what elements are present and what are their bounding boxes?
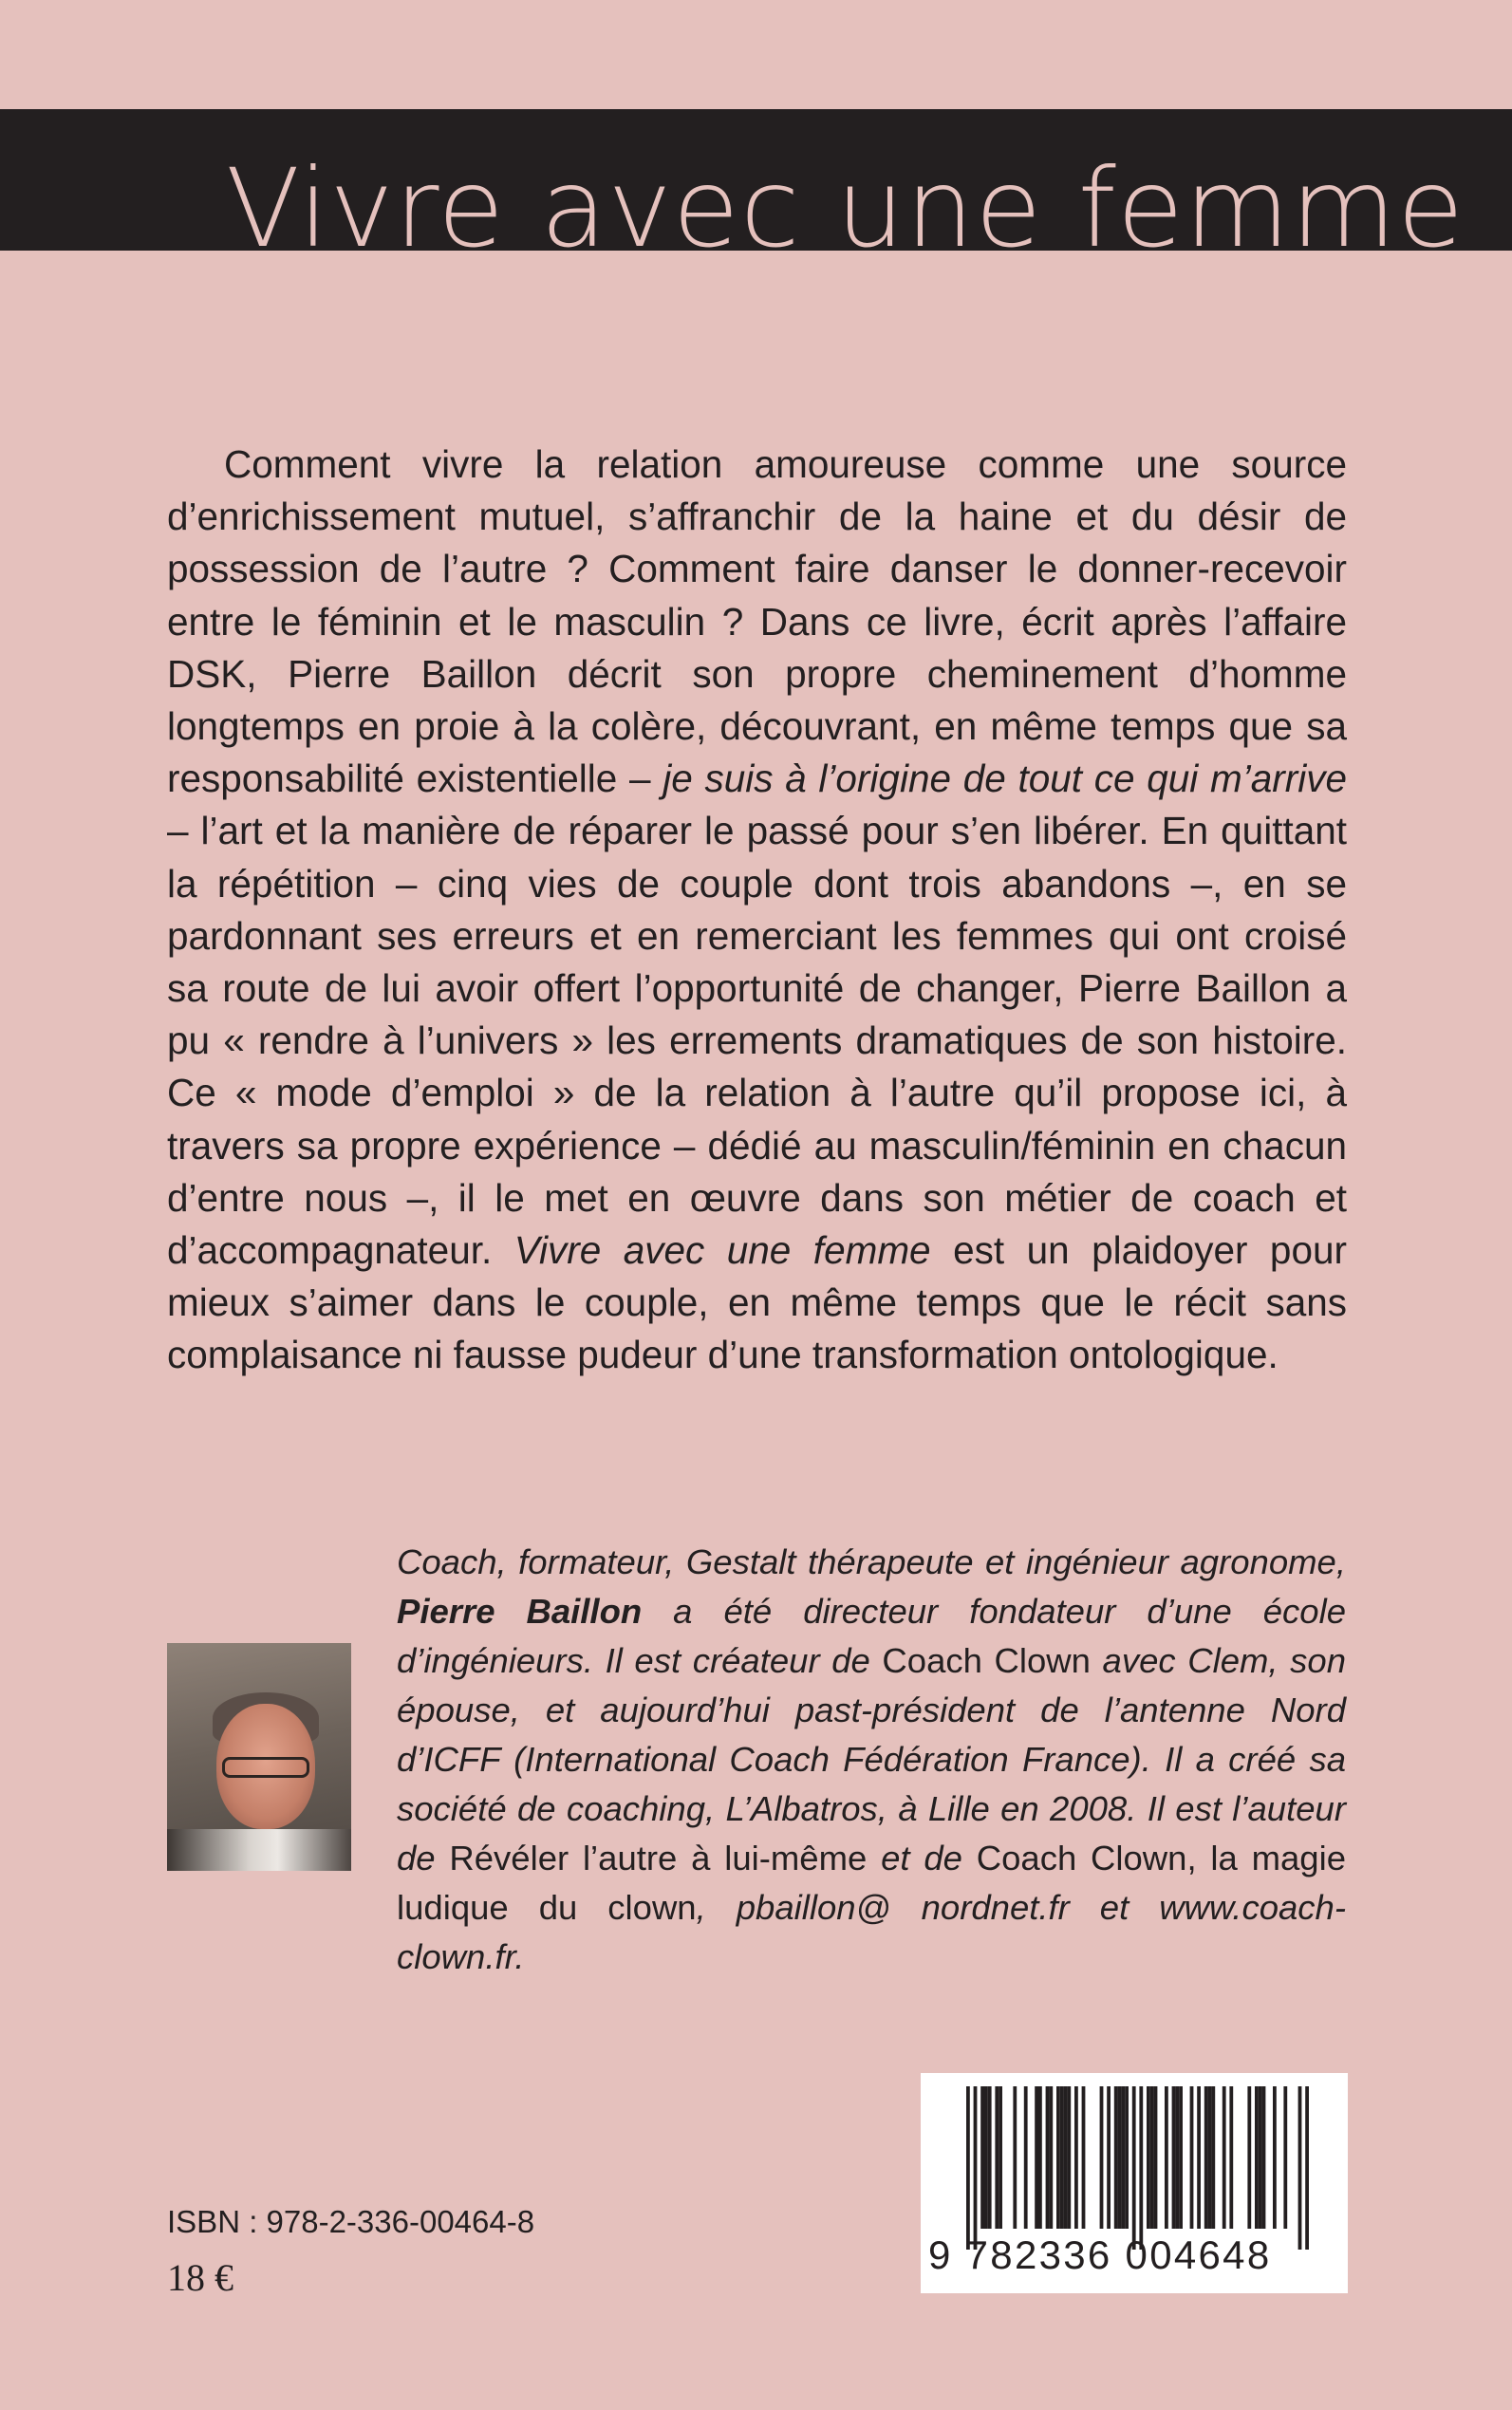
blurb-quote: je suis à l’origine de tout ce qui m’arrive [663,757,1347,801]
bio-part-4: et de [867,1839,977,1878]
barcode-bar [1197,2086,1201,2229]
barcode-bar [1107,2086,1111,2229]
blurb-book-title: Vivre avec une femme [513,1228,931,1273]
barcode-bar [1038,2086,1042,2229]
barcode-digits: 9 782336 004648 [928,2233,1272,2277]
barcode-bar [1172,2086,1176,2229]
barcode-bar [1262,2086,1266,2229]
isbn: ISBN : 978-2-336-00464-8 [167,2204,535,2239]
book-title [0,109,1512,251]
barcode-bar [1211,2086,1215,2229]
barcode-bar [980,2086,984,2229]
barcode-bar [966,2086,970,2250]
photo-shirt [167,1829,351,1871]
barcode-bar [1035,2086,1038,2229]
back-cover-blurb [167,439,1347,1382]
blurb-part-1: Comment vivre la relation amoureuse comme une source d’enrichissement mutuel, s’affranchir de la haine et du désir de possession de l’autre ? Comment faire danser le donner-recevoir entre le féminin et le masculin ? Dans ce livre, écrit après l’affaire DSK, Pierre Baillon décrit son propre cheminement d’homme longtemps en proie à la colère, découvrant, en même temps que sa responsabilité existentielle – [167,442,1347,801]
barcode-bar [1121,2086,1125,2229]
barcode-bar [1118,2086,1122,2229]
barcode-bar [988,2086,992,2229]
barcode-bar [1208,2086,1212,2229]
bio-work-3: Coach Clown, la magie ludique du clown [397,1839,1346,1927]
barcode-bar [1154,2086,1158,2229]
barcode-bar [1255,2086,1259,2229]
blurb-part-2: – l’art et la manière de réparer le passé pour s’en libérer. En quittant la répétition – cinq vies de couple dont trois abandons –, en se pardonnant ses erreurs et en remerciant les femmes qui ont croisé sa route de lui avoir offert l’opportunité de changer, Pierre Baillon a pu « rendre à l’univers » les errements dramatiques de son histoire. Ce « mode d’emploi » de la relation à l’autre qu’il propose ici, à travers sa propre expérience – dédié au masculin/féminin en chacun d’entre nous –, il le met en œuvre dans son métier de coach et d’accompagnateur. [167,809,1347,1273]
author-photo [167,1643,351,1871]
author-bio [397,1538,1346,1982]
bio-work-1: Coach Clown [882,1641,1091,1680]
barcode-bar [1179,2086,1183,2229]
barcode-bar [1165,2086,1168,2229]
barcode-bar [1056,2086,1060,2229]
bio-part-2: a été directeur fondateur d’une école d’ingénieurs. Il est créateur de [397,1592,1346,1680]
barcode-bar [1283,2086,1287,2229]
barcode-bar [1298,2086,1302,2250]
barcode-bar [1175,2086,1179,2229]
book-title-text: Vivre avec une femme [226,145,1465,251]
barcode-bar [1125,2086,1129,2229]
barcode-bar [1305,2086,1309,2250]
bio-part-5: , pbaillon@ nordnet.fr et www.coach-clown.fr. [397,1888,1346,1976]
barcode-bar [995,2086,999,2229]
barcode-bar [1114,2086,1118,2229]
barcode-bar [1046,2086,1050,2229]
barcode-bar [1024,2086,1028,2229]
barcode-bar [1139,2086,1143,2250]
bio-work-2: Révéler l’autre à lui-même [449,1839,868,1878]
photo-glasses [222,1757,309,1778]
barcode-bar [1259,2086,1262,2229]
barcode-bar [974,2086,978,2250]
barcode-bar [1064,2086,1068,2229]
barcode-bar [1082,2086,1086,2229]
barcode-bar [1067,2086,1071,2229]
price: 18 € [167,2256,233,2299]
barcode-bar [1132,2086,1136,2250]
author-name: Pierre Baillon [397,1592,643,1631]
bio-part-1: Coach, formateur, Gestalt thérapeute et ingénieur agronome, [397,1542,1346,1581]
bio-part-3: avec Clem, son épouse, et aujourd’hui past-président de l’antenne Nord d’ICFF (International Coach Fédération France). Il a créé sa société de coaching, L’Albatros, à Lille en 2008. Il est l’auteur de [397,1641,1347,1878]
barcode-bar [1190,2086,1194,2229]
barcode-bar [1273,2086,1277,2229]
barcode-bar [984,2086,988,2229]
barcode-bar [1060,2086,1064,2229]
barcode-bar [1147,2086,1150,2229]
barcode-bar [1247,2086,1251,2229]
barcode-bar [1013,2086,1017,2229]
barcode-bar [1100,2086,1104,2229]
barcode-bar [1049,2086,1053,2229]
blurb-part-3: est un plaidoyer pour mieux s’aimer dans le couple, en même temps que le récit sans complaisance ni fausse pudeur d’une transformation ontologique. [167,1228,1347,1377]
barcode-bar [999,2086,1002,2229]
barcode-bar [1074,2086,1078,2229]
barcode [921,2073,1348,2293]
barcode-bar [1223,2086,1226,2229]
barcode-bar [1150,2086,1154,2229]
barcode-bar [1204,2086,1208,2229]
barcode-bar [1229,2086,1233,2229]
